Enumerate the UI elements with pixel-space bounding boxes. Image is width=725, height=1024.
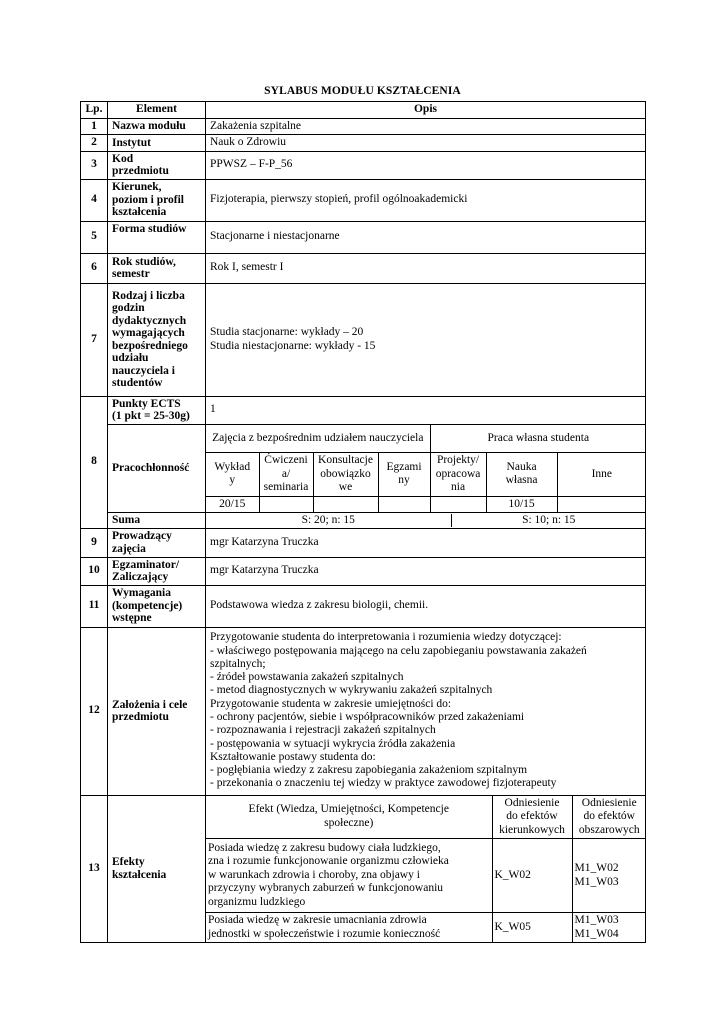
table-row <box>81 396 646 424</box>
row-description: mgr Katarzyna Truczka <box>206 557 646 585</box>
row-number: 2 <box>81 135 108 152</box>
row-element: Rok studiów, semestr <box>108 253 206 283</box>
col-field-effects: Odniesienie do efektów kierunkowych <box>492 796 572 839</box>
table-row <box>81 424 646 513</box>
table-row <box>81 118 646 135</box>
table-row <box>81 513 646 529</box>
document-title: SYLABUS MODUŁU KSZTAŁCENIA <box>264 85 461 97</box>
table-row <box>81 585 646 627</box>
row-number: 5 <box>81 221 108 253</box>
table-row <box>81 283 646 396</box>
row-element: Prowadzący zajęcia <box>108 528 206 557</box>
row-number: 3 <box>81 151 108 179</box>
workload-label: Pracochłonność <box>108 424 206 513</box>
effect-text: Posiada wiedzę z zakresu budowy ciała ludzkiego, zna i rozumie funkcjonowanie organizmu człowieka w warunkach zdrowia i choroby, zna objawy i przyczyny wybranych zaburzeń w funkcjonowaniu organizmu ludzkiego <box>206 839 492 913</box>
val-other <box>557 496 645 512</box>
col-lecture: Wykład y <box>206 453 259 497</box>
sum-own: S: 10; n: 15 <box>522 513 576 526</box>
col-exercises: Ćwiczeni a/ seminaria <box>259 453 313 497</box>
row-number: 8 <box>81 396 108 528</box>
row-number: 12 <box>81 627 108 795</box>
val-exercises <box>259 496 313 512</box>
effect-area-ref: M1_W02 M1_W03 <box>572 839 646 913</box>
row-description: Fizjoterapia, pierwszy stopień, profil ogólnoakademicki <box>206 179 646 221</box>
row-description: Zakażenia szpitalne <box>206 118 646 135</box>
val-exams <box>378 496 430 512</box>
val-self-study: 10/15 <box>486 496 557 512</box>
col-other: Inne <box>557 453 645 497</box>
row-element: Egzaminator/ Zaliczający <box>108 557 206 585</box>
row-number: 4 <box>81 179 108 221</box>
row-element: Instytut <box>108 135 206 152</box>
row-number: 6 <box>81 253 108 283</box>
row-number: 1 <box>81 118 108 135</box>
row-number: 7 <box>81 283 108 396</box>
table-row <box>81 135 646 152</box>
sum-direct: S: 20; n: 15 <box>206 514 451 528</box>
table-row <box>81 253 646 283</box>
col-exams: Egzami ny <box>378 453 430 497</box>
workload-table <box>206 425 646 513</box>
workload-cell <box>206 424 646 513</box>
col-self-study: Nauka własna <box>486 453 557 497</box>
sum-cell <box>206 513 646 529</box>
row-element: Założenia i cele przedmiotu <box>108 627 206 795</box>
header-opis: Opis <box>206 102 646 119</box>
row-element: Efekty kształcenia <box>108 795 206 943</box>
table-row <box>81 627 646 795</box>
ects-value: 1 <box>206 396 646 424</box>
effects-table <box>206 796 646 943</box>
direct-header: Zajęcia z bezpośrednim udziałem nauczyciela <box>206 425 430 453</box>
sum-table <box>206 514 646 528</box>
row-number: 11 <box>81 585 108 627</box>
col-effect: Efekt (Wiedza, Umiejętności, Kompetencje społeczne) <box>206 796 492 839</box>
row-description: Stacjonarne i niestacjonarne <box>206 221 646 253</box>
row-element: Kod przedmiotu <box>108 151 206 179</box>
row-element: Wymagania (kompetencje) wstępne <box>108 585 206 627</box>
col-consultations: Konsultacje obowiązko we <box>313 453 378 497</box>
ects-label: Punkty ECTS (1 pkt = 25-30g) <box>108 396 206 424</box>
table-row <box>81 151 646 179</box>
row-element: Nazwa modułu <box>108 118 206 135</box>
table-row <box>81 221 646 253</box>
row-description: mgr Katarzyna Truczka <box>206 528 646 557</box>
effect-field-ref: K_W02 <box>492 839 572 913</box>
effect-text: Posiada wiedzę w zakresie umacniania zdrowia jednostki w społeczeństwie i rozumie konieczność <box>206 913 492 943</box>
row-description: Podstawowa wiedza z zakresu biologii, chemii. <box>206 585 646 627</box>
sum-label: Suma <box>108 513 206 529</box>
row-number: 10 <box>81 557 108 585</box>
header-row <box>81 102 646 119</box>
row-description: Rok I, semestr I <box>206 253 646 283</box>
row-description: Nauk o Zdrowiu <box>206 135 646 152</box>
table-row <box>81 557 646 585</box>
table-row <box>81 795 646 943</box>
row-description: PPWSZ – F-P_56 <box>206 151 646 179</box>
col-area-effects: Odniesienie do efektów obszarowych <box>572 796 646 839</box>
row-number: 13 <box>81 795 108 943</box>
header-element: Element <box>108 102 206 119</box>
own-work-header: Praca własna studenta <box>430 425 645 453</box>
col-projects: Projekty/ opracowa nia <box>430 453 486 497</box>
header-lp: Lp. <box>81 102 108 119</box>
row-element: Forma studiów <box>108 221 206 253</box>
row-description: Przygotowanie studenta do interpretowania i rozumienia wiedzy dotyczącej: - właściwego postępowania mającego na celu zapobieganiu powstawania zakażeń szpitalnych; - źródeł powstawania zakażeń szpitalnych - metod diagnostycznych w wykrywaniu zakażeń szpitalnych Przygotowanie studenta w zakresie umiejętności do: - ochrony pacjentów, siebie i współpracowników przed zakażeniami - rozpoznawania i rejestracji zakażeń szpitalnych - postępowania w sytuacji wykrycia źródła zakażenia Kształtowanie postawy studenta do: - pogłębiania wiedzy z zakresu zapobiegania zakażeniom szpitalnym - przekonania o znaczeniu tej wiedzy w praktyce zawodowej fizjoterapeuty <box>206 627 646 795</box>
row-description: Studia stacjonarne: wykłady – 20 Studia niestacjonarne: wykłady - 15 <box>206 283 646 396</box>
row-element: Rodzaj i liczba godzin dydaktycznych wymagających bezpośredniego udziału nauczyciela i studentów <box>108 283 206 396</box>
row-element: Kierunek, poziom i profil kształcenia <box>108 179 206 221</box>
row-number: 9 <box>81 528 108 557</box>
effect-area-ref: M1_W03 M1_W04 <box>572 913 646 943</box>
val-projects <box>430 496 486 512</box>
effects-cell <box>206 795 646 943</box>
val-lecture: 20/15 <box>206 496 259 512</box>
effect-field-ref: K_W05 <box>492 913 572 943</box>
val-consultations <box>313 496 378 512</box>
table-row <box>81 528 646 557</box>
table-row <box>81 179 646 221</box>
syllabus-table <box>80 101 646 943</box>
